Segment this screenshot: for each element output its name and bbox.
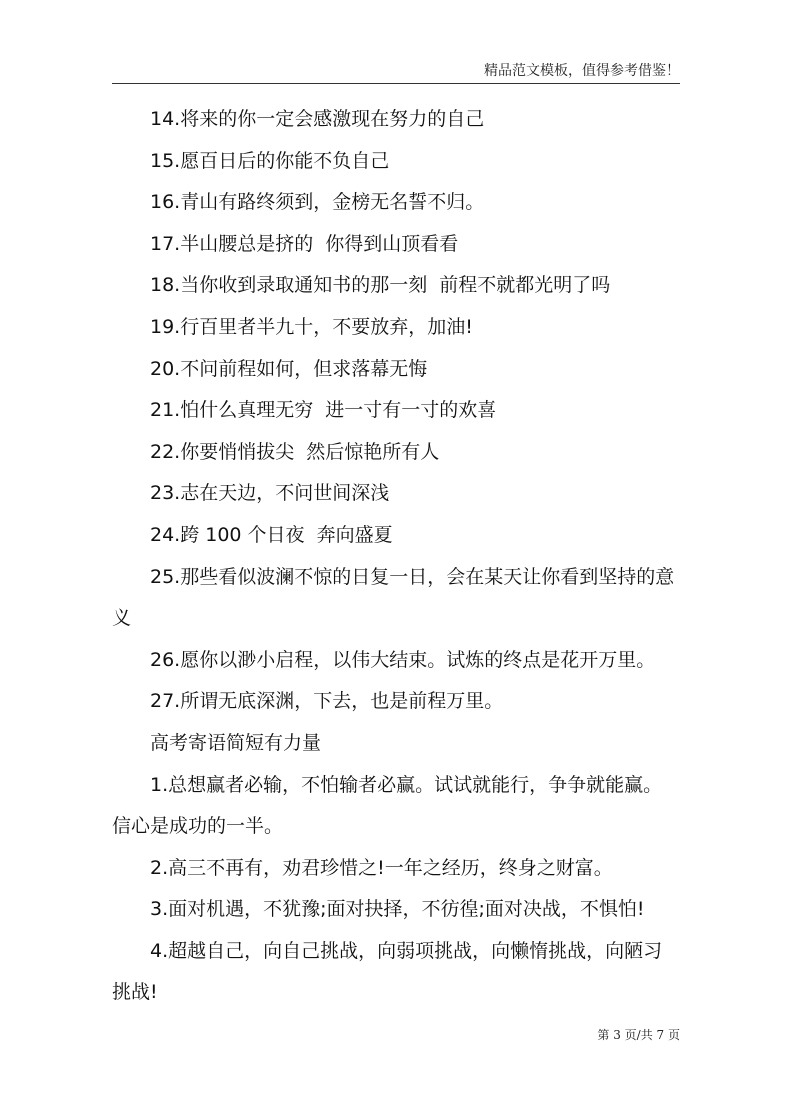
- paragraph: 15.愿百日后的你能不负自己: [150, 149, 390, 172]
- paragraph: 20.不问前程如何，但求落幕无悔: [150, 357, 428, 380]
- paragraph: 1.总想赢者必输，不怕输者必赢。试试就能行，争争就能赢。信心是成功的一半。: [112, 773, 663, 838]
- paragraph: 23.志在天边，不问世间深浅: [150, 482, 390, 505]
- paragraph: 21.怕什么真理无穷 进一寸有一寸的欢喜: [150, 399, 497, 422]
- document-body: [112, 99, 680, 1014]
- paragraph: 18.当你收到录取通知书的那一刻 前程不就都光明了吗: [150, 274, 611, 297]
- paragraph: 22.你要悄悄拔尖 然后惊艳所有人: [150, 440, 440, 463]
- paragraph: 14.将来的你一定会感激现在努力的自己: [150, 108, 485, 130]
- paragraph: 17.半山腰总是挤的 你得到山顶看看: [150, 232, 459, 255]
- paragraph: 26.愿你以渺小启程，以伟大结束。试炼的终点是花开万里。: [150, 648, 656, 671]
- paragraph: 25.那些看似波澜不惊的日复一日，会在某天让你看到坚持的意义: [112, 565, 675, 630]
- paragraph: 3.面对机遇，不犹豫;面对抉择，不彷徨;面对决战，不惧怕!: [150, 898, 645, 921]
- section-heading: 高考寄语简短有力量: [150, 731, 322, 754]
- paragraph: 24.跨 100 个日夜 奔向盛夏: [150, 523, 393, 546]
- paragraph: 16.青山有路终须到，金榜无名誓不归。: [150, 191, 485, 214]
- paragraph: 2.高三不再有，劝君珍惜之!一年之经历，终身之财富。: [150, 856, 613, 879]
- header-divider: [112, 83, 680, 84]
- page-header-text: 精品范文模板，值得参考借鉴！: [484, 63, 680, 79]
- paragraph: 19.行百里者半九十，不要放弃，加油!: [150, 315, 473, 338]
- page-number-footer: 第 3 页/共 7 页: [597, 1028, 680, 1042]
- paragraph: 4.超越自己，向自己挑战，向弱项挑战，向懒惰挑战，向陋习挑战!: [112, 939, 663, 1004]
- paragraph: 27.所谓无底深渊，下去，也是前程万里。: [150, 690, 504, 713]
